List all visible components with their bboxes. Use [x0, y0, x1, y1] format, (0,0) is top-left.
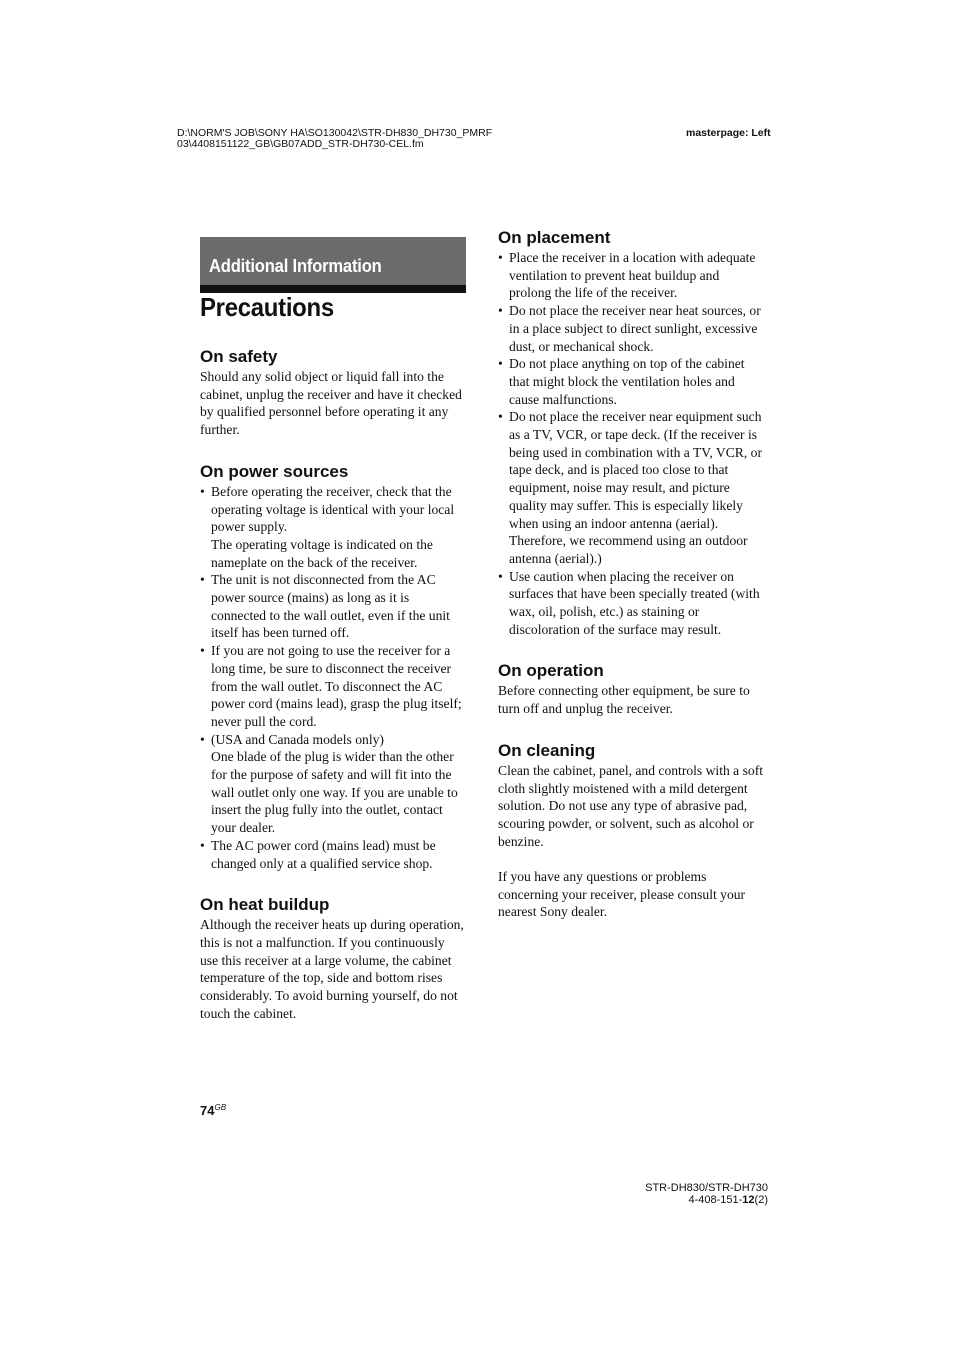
safety-text: Should any solid object or liquid fall into the cabinet, unplug the receiver and have it checked by qualified personnel before operating it any further.: [200, 369, 462, 438]
heat-text: Although the receiver heats up during operation, this is not a malfunction. If you continuously use this receiver at a large volume, the cabinet temperature of the top, side and bottom rises considerably. To avoid burning yourself, do not touch the cabinet.: [200, 917, 464, 1021]
list-item: • Do not place the receiver near equipment such as a TV, VCR, or tape deck. (If the receiver is being used in combination with a TV, VCR, or tape deck, and is placed too close to that equipment, noise may result, and picture quality may suffer. This is especially likely when using an indoor antenna (aerial). Therefore, we recommend using an outdoor antenna (aerial).): [498, 408, 764, 567]
list-item: • Before operating the receiver, check that the operating voltage is identical with your local power supply. The operating voltage is indicated on the nameplate on the back of the receiver.: [200, 483, 466, 572]
list-item: • The unit is not disconnected from the AC power source (mains) as long as it is connected to the wall outlet, even if the unit itself has been turned off.: [200, 571, 466, 642]
model-footer: [645, 1182, 768, 1206]
heading-on-heat-buildup: On heat buildup: [200, 895, 330, 915]
list-item: • (USA and Canada models only) One blade of the plug is wider than the other for the purpose of safety and will fit into the wall outlet only one way. If you are unable to insert the plug fully into the outlet, contact your dealer.: [200, 731, 466, 837]
dealer-text: If you have any questions or problems concerning your receiver, please consult your nearest Sony dealer.: [498, 869, 746, 920]
heading-on-safety: On safety: [200, 347, 278, 366]
heading-on-cleaning: On cleaning: [498, 740, 596, 760]
power-list: [200, 483, 466, 872]
list-item: • Do not place anything on top of the cabinet that might block the ventilation holes and cause malfunctions.: [498, 355, 764, 408]
list-item: • If you are not going to use the receiver for a long time, be sure to disconnect the receiver from the wall outlet. To disconnect the AC power cord (mains lead), grasp the plug itself; never pull the cord.: [200, 642, 466, 731]
operation-text: Before connecting other equipment, be sure to turn off and unplug the receiver.: [498, 683, 750, 717]
list-item: • Use caution when placing the receiver on surfaces that have been specially treated (with wax, oil, polish, etc.) as staining or discoloration of the surface may result.: [498, 568, 764, 639]
left-column: [200, 346, 466, 1023]
heading-on-operation: On operation: [498, 661, 604, 681]
file-path-header: [177, 128, 492, 150]
section-band: [200, 237, 466, 285]
page-title: Precautions: [200, 292, 334, 322]
right-column: [498, 227, 764, 921]
masterpage-label: masterpage: Left: [686, 127, 771, 139]
file-path-line-1: D:\NORM'S JOB\SONY HA\SO130042\STR-DH830_DH730_PMRF: [177, 127, 493, 139]
cleaning-text: Clean the cabinet, panel, and controls with a soft cloth slightly moistened with a mild detergent solution. Do not use any type of abrasive pad, scouring powder, or solvent, such as alcohol or benzine.: [498, 762, 763, 849]
placement-list: [498, 249, 764, 638]
list-item: • The AC power cord (mains lead) must be changed only at a qualified service shop.: [200, 837, 466, 872]
part-code: 4-408-151-12(2): [688, 1194, 768, 1206]
page-number: $74^{GB}$: [200, 1103, 227, 1118]
model-name: STR-DH830/STR-DH730: [645, 1182, 768, 1194]
section-title: Additional Information: [209, 256, 382, 276]
heading-on-placement: On placement: [498, 228, 611, 247]
list-item: • Place the receiver in a location with adequate ventilation to prevent heat buildup and prolong the life of the receiver.: [498, 249, 764, 302]
list-item: • Do not place the receiver near heat sources, or in a place subject to direct sunlight, excessive dust, or mechanical shock.: [498, 302, 764, 355]
file-path-line-2: 03\4408151122_GB\GB07ADD_STR-DH730-CEL.fm: [177, 138, 424, 150]
heading-on-power-sources: On power sources: [200, 461, 349, 481]
